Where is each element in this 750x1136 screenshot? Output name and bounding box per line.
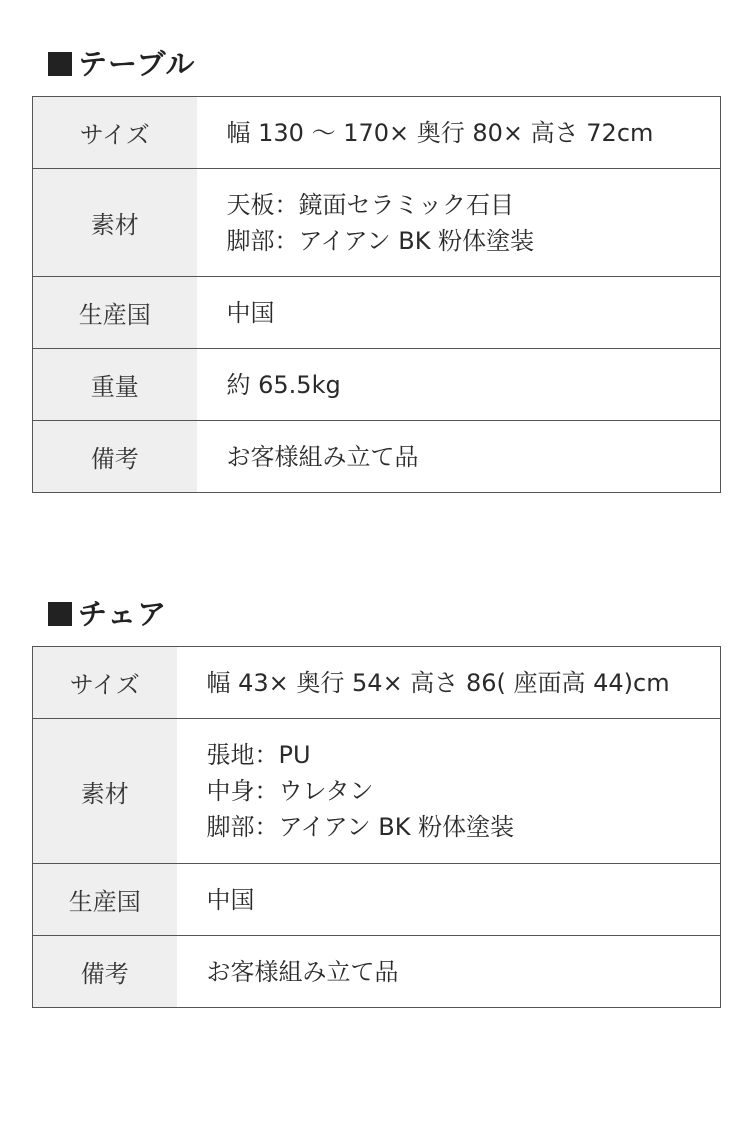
spec-table-chair — [32, 646, 721, 1008]
row-value — [177, 936, 721, 1008]
table-row — [33, 864, 721, 936]
section-title-text: テーブル — [78, 47, 196, 81]
section-title-text: チェア — [78, 597, 168, 631]
value-line: 中国 — [206, 885, 255, 914]
square-bullet-icon — [48, 602, 72, 626]
row-label: サイズ — [33, 647, 177, 719]
row-label: 素材 — [33, 719, 177, 864]
row-value — [197, 169, 721, 277]
section-title-table — [48, 46, 195, 82]
table-row — [33, 719, 721, 864]
row-value — [197, 349, 721, 421]
value-line: 張地：PU — [206, 741, 311, 769]
square-bullet-icon — [48, 52, 72, 76]
table-row — [33, 936, 721, 1008]
row-label: 素材 — [33, 169, 197, 277]
table-row — [33, 647, 721, 719]
value-line: 幅 130 〜 170× 奥行 80× 高さ 72cm — [226, 118, 654, 147]
row-label: 備考 — [33, 421, 197, 493]
spec-table-table — [32, 96, 721, 493]
value-line: 脚部：アイアン BK 粉体塗装 — [206, 813, 515, 841]
row-label: 生産国 — [33, 864, 177, 936]
value-line: お客様組み立て品 — [226, 442, 419, 471]
table-row — [33, 349, 721, 421]
value-line: 約 65.5kg — [226, 370, 341, 399]
section-title-chair — [48, 596, 167, 632]
table-row — [33, 97, 721, 169]
row-label: 生産国 — [33, 277, 197, 349]
row-label: 備考 — [33, 936, 177, 1008]
value-line: 脚部：アイアン BK 粉体塗装 — [226, 226, 535, 255]
value-line: 幅 43× 奥行 54× 高さ 86( 座面高 44)cm — [206, 668, 670, 697]
row-value — [177, 647, 721, 719]
table-row — [33, 277, 721, 349]
table-row — [33, 169, 721, 277]
row-value — [197, 277, 721, 349]
value-line: 中国 — [226, 298, 275, 327]
row-value — [177, 719, 721, 864]
row-label: サイズ — [33, 97, 197, 169]
row-value — [197, 421, 721, 493]
value-line: 天板：鏡面セラミック石目 — [226, 190, 515, 219]
value-line: 中身：ウレタン — [206, 777, 374, 805]
row-label: 重量 — [33, 349, 197, 421]
table-row — [33, 421, 721, 493]
value-line: お客様組み立て品 — [206, 957, 399, 986]
row-value — [197, 97, 721, 169]
row-value — [177, 864, 721, 936]
